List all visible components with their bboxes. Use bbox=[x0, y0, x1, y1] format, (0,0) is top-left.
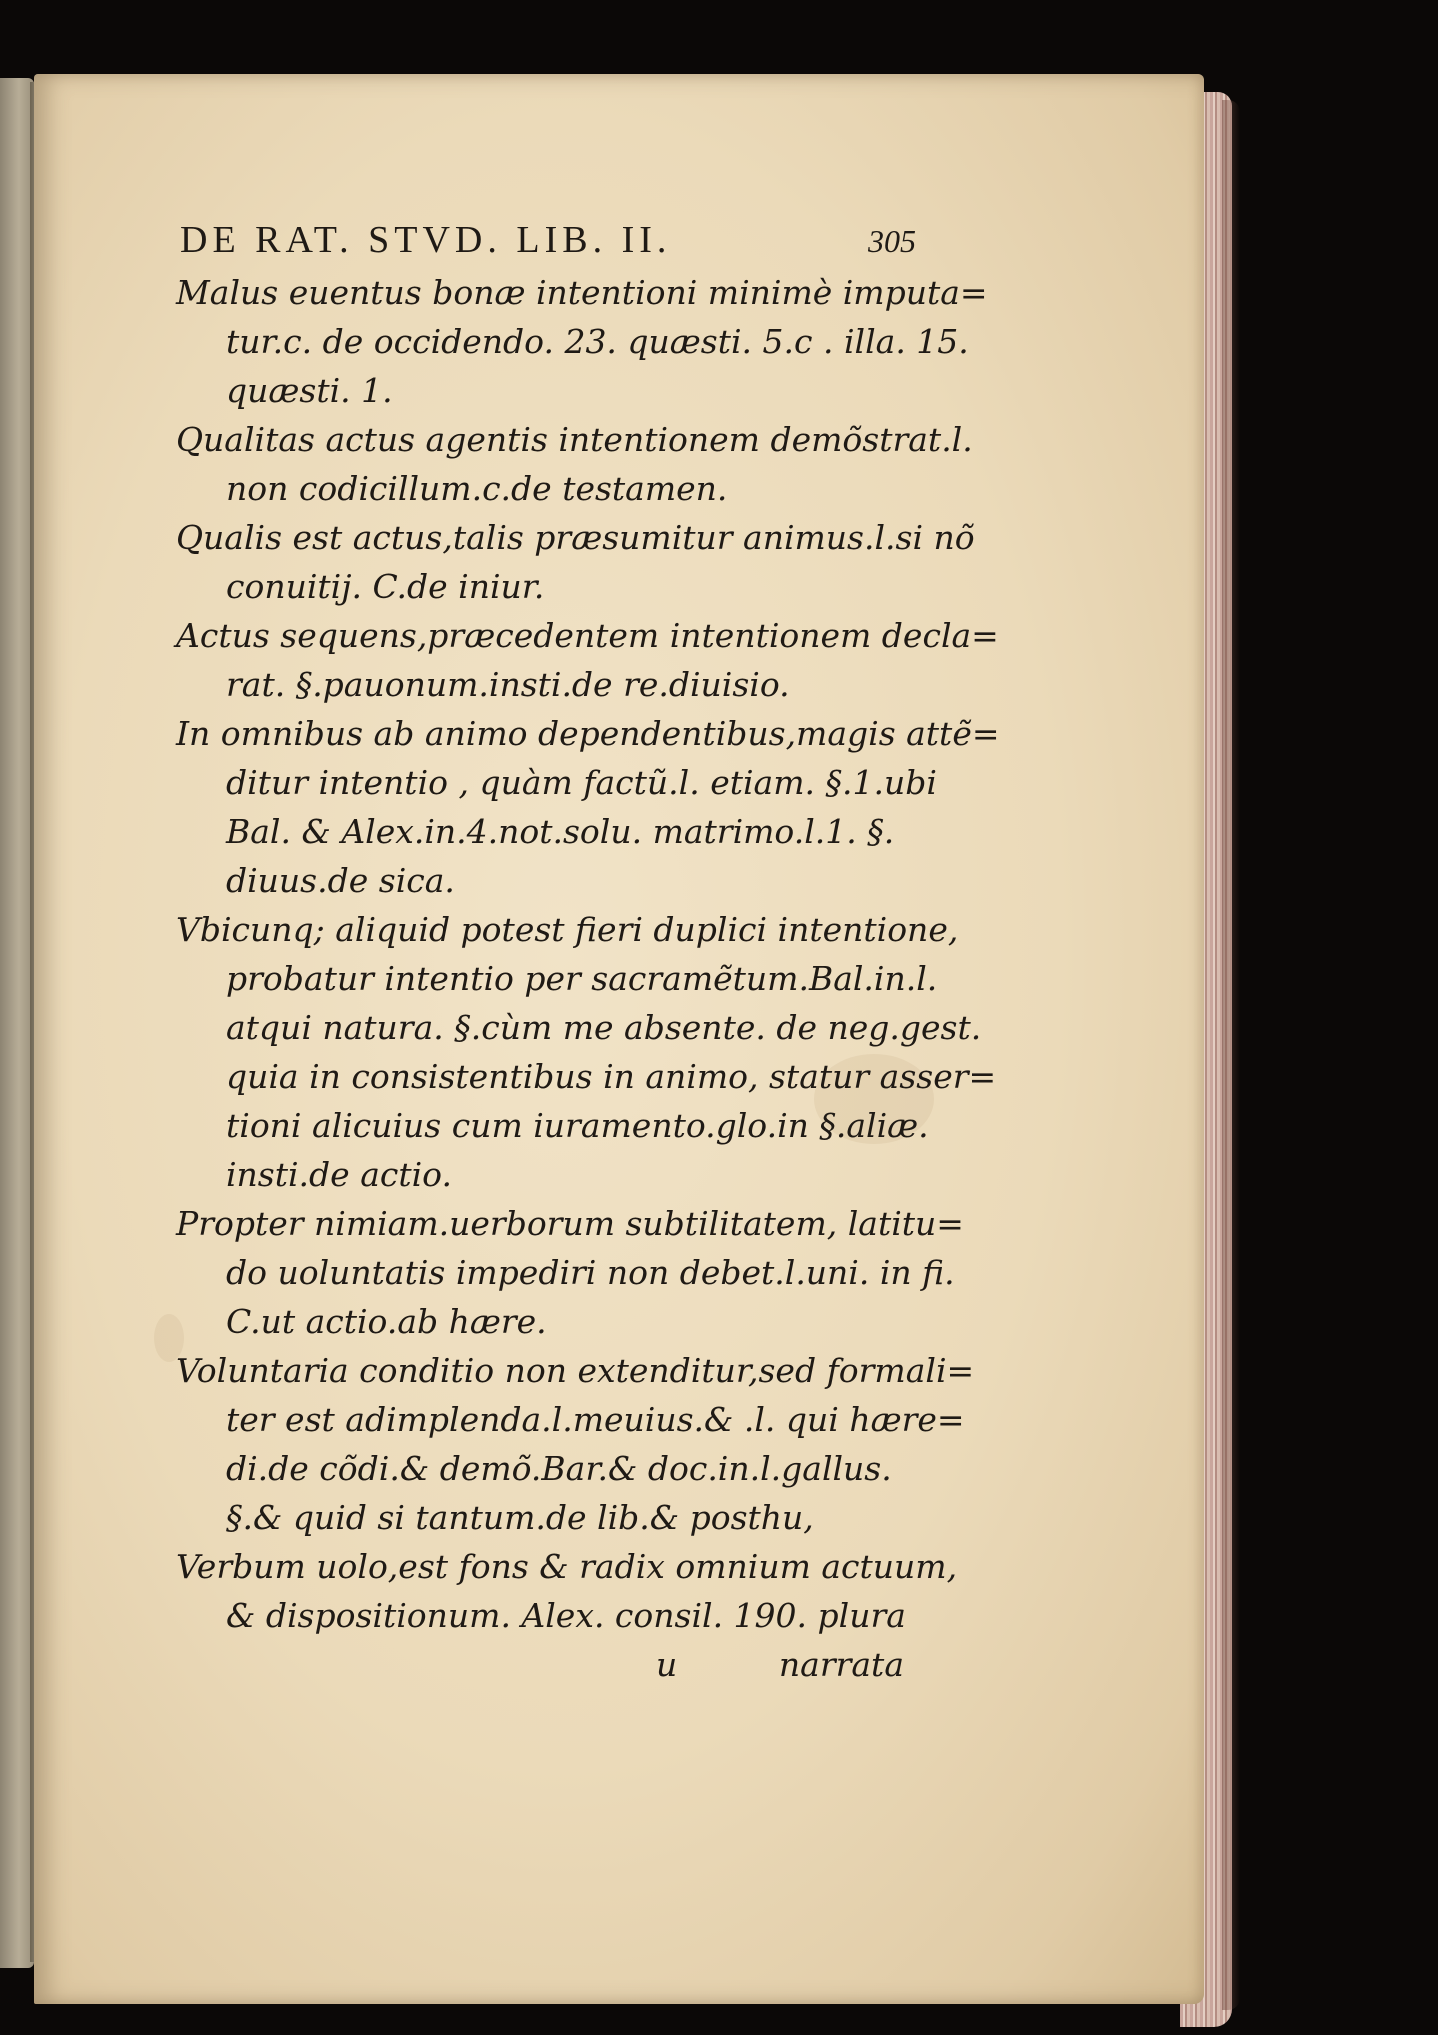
entry-continuation-line: quia in consistentibus in animo, statur asser= bbox=[226, 1057, 997, 1096]
entry-continuation-line: Bal. & Alex.in.4.not.solu. matrimo.l.1. §. bbox=[226, 812, 895, 851]
entry-first-line: Qualis est actus,talis præsumitur animus.l.si nõ bbox=[176, 518, 975, 557]
index-entry bbox=[176, 513, 975, 611]
running-head bbox=[180, 216, 916, 266]
entry-first-line: Actus sequens,præcedentem intentionem decla= bbox=[176, 616, 999, 655]
entry-continuation-line: ditur intentio , quàm factũ.l. etiam. §.1.ubi bbox=[226, 763, 937, 802]
entry-continuation-line: & dispositionum. Alex. consil. 190. plura bbox=[226, 1596, 906, 1635]
entry-first-line: Qualitas actus agentis intentionem demõstrat.l. bbox=[176, 420, 973, 459]
index-entry bbox=[176, 1199, 964, 1346]
book-page bbox=[34, 74, 1204, 2004]
entry-continuation-line: do uoluntatis impediri non debet.l.uni. in fi. bbox=[226, 1253, 955, 1292]
index-entry bbox=[176, 415, 973, 513]
entry-list bbox=[176, 268, 1000, 1640]
entry-continuation-line: C.ut actio.ab hære. bbox=[226, 1302, 547, 1341]
entry-continuation-line: atqui natura. §.cùm me absente. de neg.gest. bbox=[226, 1008, 982, 1047]
page-number: 305 bbox=[868, 223, 916, 259]
page-edge-shadow bbox=[1222, 100, 1240, 2010]
entry-first-line: Propter nimiam.uerborum subtilitatem, latitu= bbox=[176, 1204, 964, 1243]
entry-first-line: Malus euentus bonæ intentioni minimè imputa= bbox=[176, 273, 988, 312]
page-text bbox=[176, 216, 1000, 1689]
signature-mark: u bbox=[656, 1645, 678, 1684]
entry-continuation-line: quæsti. 1. bbox=[226, 371, 393, 410]
entry-continuation-line: ter est adimplenda.l.meuius.& .l. qui hære= bbox=[226, 1400, 965, 1439]
entry-continuation-line: tur.c. de occidendo. 23. quæsti. 5.c . illa. 15. bbox=[226, 322, 969, 361]
entry-continuation-line: rat. §.pauonum.insti.de re.diuisio. bbox=[226, 665, 790, 704]
entry-continuation-line: tioni alicuius cum iuramento.glo.in §.aliæ. bbox=[226, 1106, 929, 1145]
entry-continuation-line: conuitij. C.de iniur. bbox=[226, 567, 545, 606]
entry-continuation-line: §.& quid si tantum.de lib.& posthu, bbox=[226, 1498, 814, 1537]
entry-first-line: In omnibus ab animo dependentibus,magis attẽ= bbox=[176, 714, 1000, 753]
index-entry bbox=[176, 1346, 975, 1542]
entry-continuation-line: diuus.de sica. bbox=[226, 861, 455, 900]
page-footer bbox=[176, 1640, 916, 1689]
entry-continuation-line: probatur intentio per sacramẽtum.Bal.in.l. bbox=[226, 959, 938, 998]
entry-first-line: Verbum uolo,est fons & radix omnium actuum, bbox=[176, 1547, 958, 1586]
index-entry bbox=[176, 905, 997, 1199]
index-entry bbox=[176, 1542, 958, 1640]
entry-first-line: Voluntaria conditio non extenditur,sed formali= bbox=[176, 1351, 975, 1390]
running-title: DE RAT. STVD. LIB. II. bbox=[180, 219, 672, 261]
facing-page-edge bbox=[0, 78, 34, 1968]
entry-continuation-line: insti.de actio. bbox=[226, 1155, 452, 1194]
index-entry bbox=[176, 611, 999, 709]
entry-first-line: Vbicunq; aliquid potest fieri duplici intentione, bbox=[176, 910, 959, 949]
entry-continuation-line: di.de cõdi.& demõ.Bar.& doc.in.l.gallus. bbox=[226, 1449, 892, 1488]
index-entry bbox=[176, 709, 1000, 905]
entry-continuation-line: non codicillum.c.de testamen. bbox=[226, 469, 728, 508]
catchword: narrata bbox=[778, 1645, 904, 1684]
index-entry bbox=[176, 268, 988, 415]
